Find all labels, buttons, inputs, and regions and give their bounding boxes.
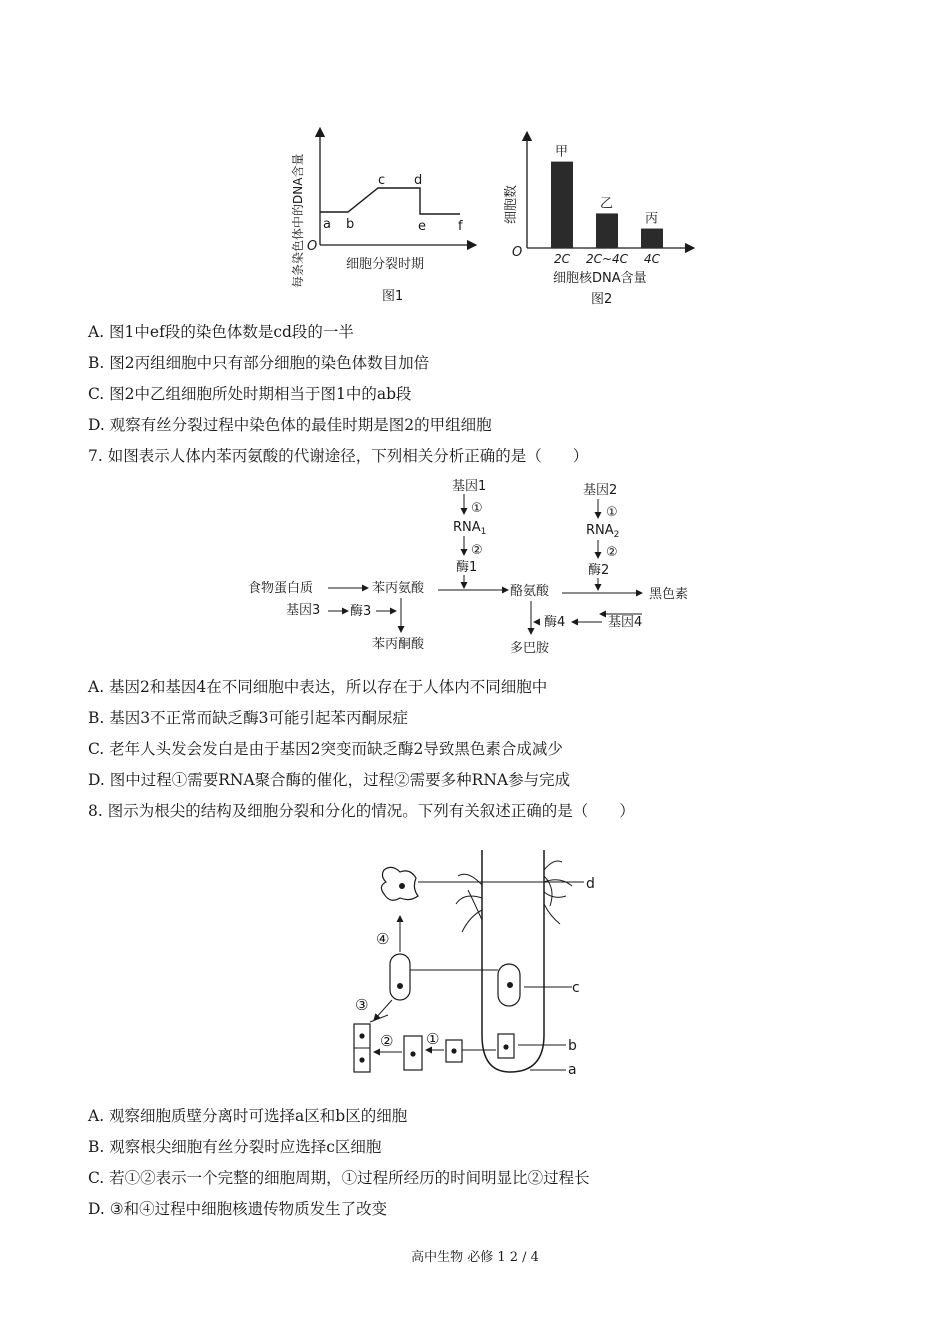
fig2-caption: 图2 [591,292,613,307]
q6-option-b: B. 图2丙组细胞中只有部分细胞的染色体数目加倍 [88,354,430,372]
melanin-label: 黑色素 [649,587,689,602]
gene3-label: 基因3 [286,603,321,618]
fig1-point-b: b [346,217,355,232]
gene1-label: 基因1 [452,479,487,494]
root-hairs-left [456,874,482,932]
fig2-bar-label-0: 甲 [555,144,569,160]
gene2-step2: ② [606,545,618,560]
fig1-point-c: c [378,173,386,188]
fig2-y-label: 细胞数 [504,184,519,224]
figure-2-bar-chart [495,120,705,315]
q7-option-b: B. 基因3不正常而缺乏酶3可能引起苯丙酮尿症 [88,709,408,727]
fig2-origin: O [512,245,523,260]
fig2-tick-label-1: 2C~4C [585,252,629,266]
q8-stem: 8. 图示为根尖的结构及细胞分裂和分化的情况。下列有关叙述正确的是（ ） [88,802,635,820]
label-a: a [568,1062,577,1078]
label-b: b [568,1038,577,1054]
page-footer: 高中生物 必修 1 2 / 4 [411,1250,539,1265]
phenylpyruvate-label: 苯丙酮酸 [372,637,425,652]
q6-option-d: D. 观察有丝分裂过程中染色体的最佳时期是图2的甲组细胞 [88,416,492,434]
fig1-x-label: 细胞分裂时期 [346,257,425,272]
gene4-label: 基因4 [608,615,643,630]
root-hairs-right [544,861,572,924]
dopamine-label: 多巴胺 [510,641,550,656]
label-c: c [572,980,580,996]
elongated-cell [390,954,410,1000]
fig1-point-d: d [414,173,423,188]
q7-metabolism-diagram [240,474,710,664]
gene2-step1: ① [606,505,618,520]
fig1-caption: 图1 [382,289,404,304]
fig2-bar-label-2: 丙 [645,211,659,227]
rna1-label: $RNA_1$ [453,520,487,537]
enzyme4-label: 酶4 [544,615,566,630]
q7-option-d: D. 图中过程①需要RNA聚合酶的催化，过程②需要多种RNA参与完成 [88,771,571,789]
fig2-bar-label-1: 乙 [600,196,614,212]
tyrosine-label: 酪氨酸 [510,584,550,599]
phenylalanine-label: 苯丙氨酸 [372,581,425,596]
fig2-bar-1 [596,213,618,248]
fig1-origin: O [307,239,318,254]
mature-cell [381,867,418,900]
fig1-y-label: 每条染色体中的DNA含量 [291,153,305,288]
root-tip-outline [482,850,544,1072]
fig2-x-label: 细胞核DNA含量 [553,271,647,286]
q7-option-a: A. 基因2和基因4在不同细胞中表达，所以存在于人体内不同细胞中 [88,678,548,696]
q7-option-c: C. 老年人头发会发白是由于基因2突变而缺乏酶2导致黑色素合成减少 [88,740,563,758]
q8-option-d: D. ③和④过程中细胞核遗传物质发生了改变 [88,1200,388,1218]
fig2-bar-2 [641,229,663,248]
enzyme1-label: 酶1 [456,560,478,575]
q8-option-a: A. 观察细胞质壁分离时可选择a区和b区的细胞 [88,1107,408,1125]
step-3: ③ [355,996,369,1014]
fig2-bar-0 [551,162,573,248]
q8-option-b: B. 观察根尖细胞有丝分裂时应选择c区细胞 [88,1138,382,1156]
label-d: d [586,876,595,892]
q7-stem: 7. 如图表示人体内苯丙氨酸的代谢途径，下列相关分析正确的是（ ） [88,447,589,465]
fig1-point-f: f [458,219,463,234]
rna2-label: $RNA_2$ [586,523,620,540]
fig1-dna-curve [320,188,460,214]
gene1-step2: ② [471,543,483,558]
fig2-tick-label-2: 4C [643,252,661,266]
enzyme2-label: 酶2 [588,563,610,578]
fig1-point-e: e [418,219,426,234]
gene2-label: 基因2 [583,483,618,498]
fig2-tick-label-0: 2C [553,252,571,266]
figure-1-line-graph [280,110,480,310]
food-protein-label: 食物蛋白质 [248,581,314,596]
q6-option-c: C. 图2中乙组细胞所处时期相当于图1中的ab段 [88,385,412,403]
step-1: ① [426,1030,440,1048]
step-4: ④ [376,930,390,948]
fig1-point-a: a [323,217,331,232]
q8-root-tip-diagram [340,840,610,1082]
step-2: ② [380,1032,394,1050]
q6-option-a: A. 图1中ef段的染色体数是cd段的一半 [88,323,354,341]
enzyme3-label: 酶3 [350,604,372,619]
gene1-step1: ① [471,501,483,516]
q8-option-c: C. 若①②表示一个完整的细胞周期，①过程所经历的时间明显比②过程长 [88,1169,590,1187]
